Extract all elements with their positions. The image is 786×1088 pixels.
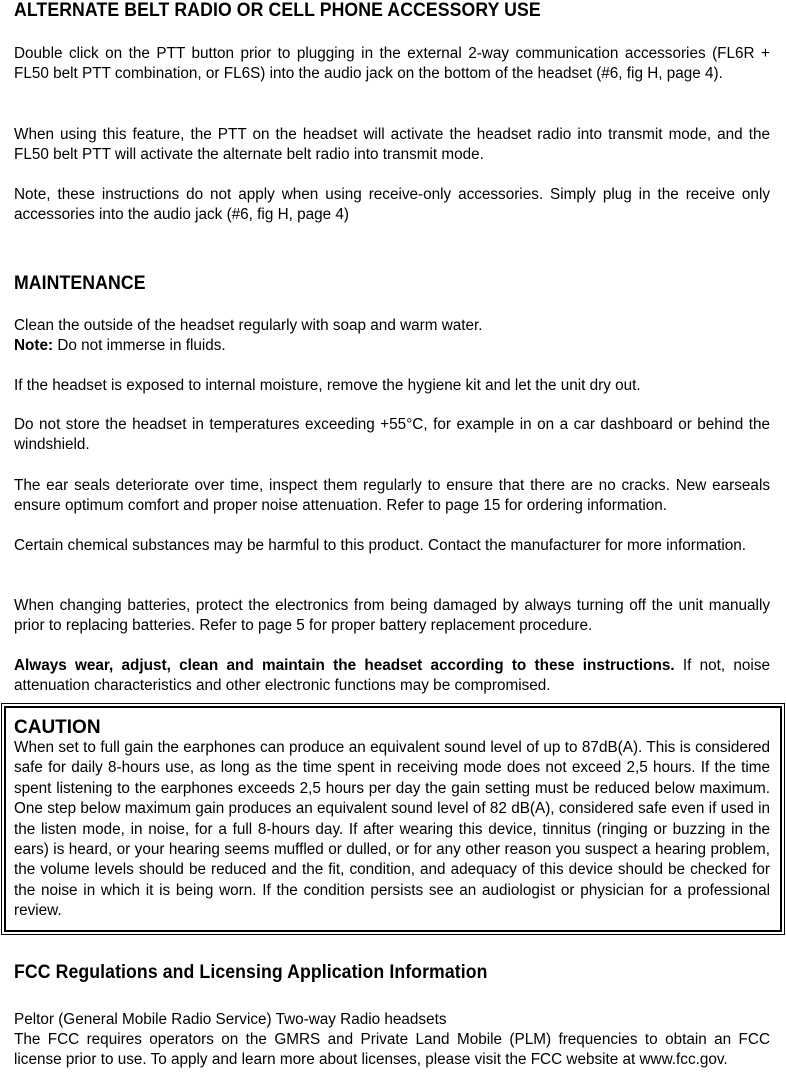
- paragraph: Note, these instructions do not apply when using receive-only accessories. Simply plug in the receive only accessories into the audio jack (#6, fig H, page 4): [14, 186, 770, 224]
- paragraph: Clean the outside of the headset regularly with soap and warm water.: [14, 317, 483, 334]
- caution-heading: CAUTION: [14, 717, 101, 738]
- paragraph: Certain chemical substances may be harmful to this product. Contact the manufacturer for more information.: [14, 537, 747, 554]
- paragraph: Do not store the headset in temperatures exceeding +55°C, for example in on a car dashboard or behind the windshield.: [14, 416, 770, 454]
- note-text: Do not immerse in fluids.: [53, 337, 226, 354]
- section-heading-alternate-belt: ALTERNATE BELT RADIO OR CELL PHONE ACCESSORY USE: [14, 0, 541, 21]
- note-paragraph: [14, 336, 770, 356]
- caution-box: [1, 703, 785, 935]
- caution-content: [14, 717, 770, 922]
- paragraph: If the headset is exposed to internal moisture, remove the hygiene kit and let the unit dry out.: [14, 377, 641, 394]
- note-label: Note:: [14, 337, 54, 354]
- paragraph: Peltor (General Mobile Radio Service) Two-way Radio headsets: [14, 1011, 447, 1028]
- section-heading-maintenance: MAINTENANCE: [14, 273, 146, 294]
- paragraph: When using this feature, the PTT on the headset will activate the headset radio into transmit mode, and the FL50 belt PTT will activate the alternate belt radio into transmit mode.: [14, 126, 770, 164]
- caution-text: When set to full gain the earphones can produce an equivalent sound level of up to 87dB(A). This is considered safe for daily 8-hours use, as long as the time spent in receiving mode does not exceed 2,5 hours. If the time spent listening to the earphones exceeds 2,5 hours per day the gain setting must be reduced below maximum. One step below maximum gain produces an equivalent sound level of 82 dB(A), considered safe even if used in the listen mode, in noise, for a full 8-hours day. If after wearing this device, tinnitus (ringing or buzzing in the ears) is heard, or your hearing seems muffled or dulled, or for any other reason you suspect a hearing problem, the volume levels should be reduced and the fit, condition, and adequacy of this device should be checked for the noise in which it is being worn. If the condition persists see an audiologist or physician for a professional review.: [14, 739, 770, 920]
- paragraph: When changing batteries, protect the electronics from being damaged by always turning off the unit manually prior to replacing batteries. Refer to page 5 for proper battery replacement procedure.: [14, 597, 770, 635]
- paragraph: Double click on the PTT button prior to plugging in the external 2-way communication accessories (FL6R + FL50 belt PTT combination, or FL6S) into the audio jack on the bottom of the headset (#6, fig H, page 4).: [14, 45, 770, 83]
- paragraph-emphasis: [14, 656, 770, 697]
- emphasis-text: Always wear, adjust, clean and maintain the headset according to these instructions.: [14, 657, 675, 674]
- section-heading-fcc: FCC Regulations and Licensing Application Information: [14, 962, 488, 983]
- paragraph: The ear seals deteriorate over time, inspect them regularly to ensure that there are no cracks. New earseals ensure optimum comfort and proper noise attenuation. Refer to page 15 for ordering information.: [14, 477, 770, 515]
- paragraph-rest: If not, noise attenuation characteristics and other electronic functions may be compromised.: [14, 657, 770, 695]
- paragraph: The FCC requires operators on the GMRS and Private Land Mobile (PLM) frequencies to obtain an FCC license prior to use. To apply and learn more about licenses, please visit the FCC website at www.fcc.gov.: [14, 1031, 770, 1069]
